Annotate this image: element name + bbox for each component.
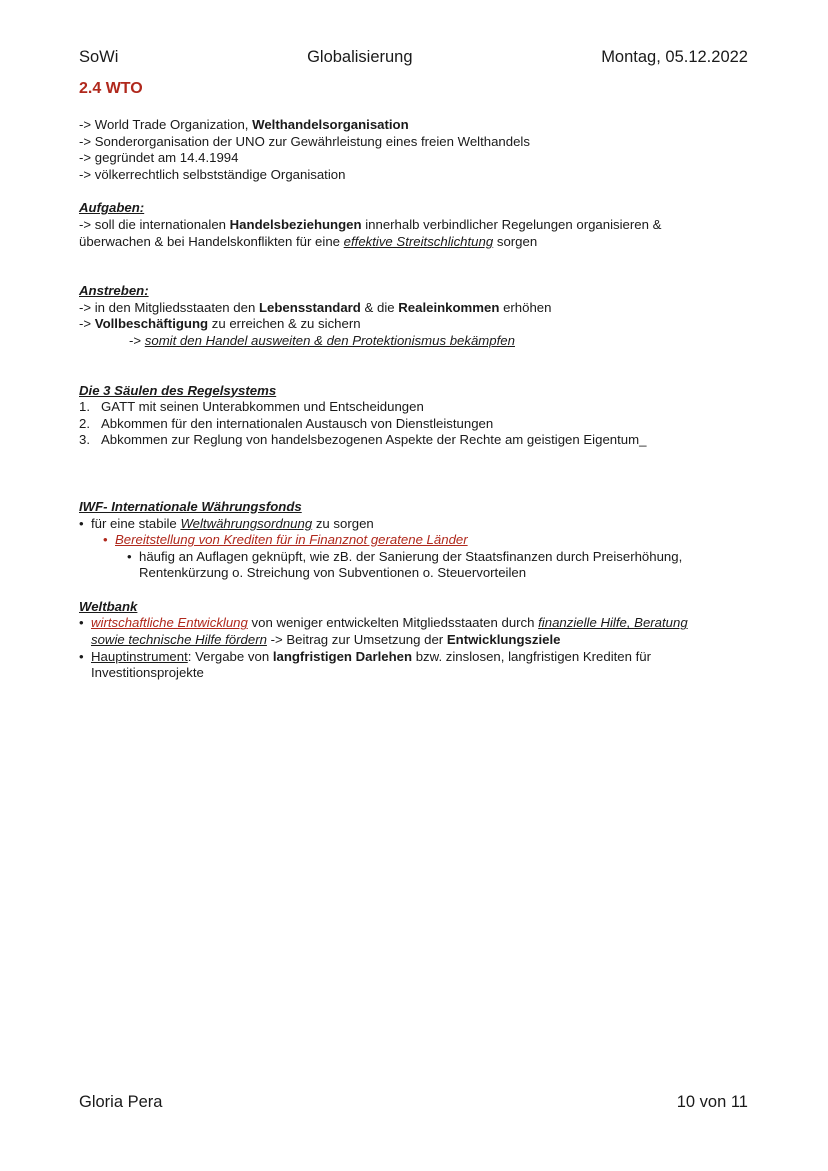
bullet-icon: • — [79, 615, 84, 631]
saeulen-heading: Die 3 Säulen des Regelsystems — [79, 382, 277, 398]
document-body — [79, 79, 749, 682]
bullet-icon: • — [127, 548, 132, 564]
aufgaben-text: -> soll die internationalen Handelsbeziehungen innerhalb verbindlicher Regelungen organisieren & — [79, 216, 662, 232]
iwf-heading: IWF- Internationale Währungsfonds — [79, 498, 302, 514]
header-subject: SoWi — [79, 48, 119, 66]
list-item: • wirtschaftliche Entwicklung von weniger entwickelten Mitgliedsstaaten durch finanzielle Hilfe, Beratung sowie technische Hilfe fördern -> Beitrag zur Umsetzung der Entwicklungsziele — [79, 615, 688, 648]
weltbank-heading: Weltbank — [79, 598, 138, 614]
anstreben-line: -> Vollbeschäftigung zu erreichen & zu sichern — [79, 316, 361, 332]
anstreben-block — [79, 283, 749, 349]
list-item: • Bereitstellung von Krediten für in Finanznot geratene Länder — [103, 532, 468, 548]
iwf-block — [79, 499, 749, 582]
aufgaben-heading: Aufgaben: — [79, 200, 145, 216]
anstreben-line: -> somit den Handel ausweiten & den Protektionismus bekämpfen — [129, 332, 515, 348]
bullet-icon: • — [79, 648, 84, 664]
aufgaben-block — [79, 200, 749, 250]
intro-line: -> völkerrechtlich selbstständige Organisation — [79, 166, 346, 182]
list-item: 2. Abkommen für den internationalen Austausch von Dienstleistungen — [79, 415, 494, 431]
saeulen-block — [79, 383, 749, 449]
weltbank-block — [79, 599, 749, 682]
list-item: 3. Abkommen zur Reglung von handelsbezogenen Aspekte der Rechte am geistigen Eigentum_ — [79, 432, 647, 448]
list-item: • häufig an Auflagen geknüpft, wie zB. der Sanierung der Staatsfinanzen durch Preiserhöhung, Rentenkürzung o. Streichung von Subventionen o. Steuervorteilen — [127, 548, 683, 581]
intro-line: -> World Trade Organization, Welthandelsorganisation — [79, 117, 409, 132]
header-topic: Globalisierung — [307, 48, 413, 66]
anstreben-line: -> in den Mitgliedsstaaten den Lebensstandard & die Realeinkommen erhöhen — [79, 299, 552, 315]
list-item: • Hauptinstrument: Vergabe von langfristigen Darlehen bzw. zinslosen, langfristigen Krediten für Investitionsprojekte — [79, 648, 652, 681]
page-header — [79, 48, 748, 67]
bullet-icon: • — [103, 532, 108, 548]
intro-line: -> Sonderorganisation der UNO zur Gewährleistung eines freien Welthandels — [79, 133, 530, 149]
list-item: 1. GATT mit seinen Unterabkommen und Entscheidungen — [79, 399, 424, 415]
page-footer — [79, 1093, 748, 1112]
bullet-icon: • — [79, 515, 84, 531]
footer-author: Gloria Pera — [79, 1093, 163, 1111]
anstreben-heading: Anstreben: — [79, 283, 149, 299]
intro-line: -> gegründet am 14.4.1994 — [79, 150, 239, 166]
intro-block — [79, 117, 749, 183]
footer-page-number: 10 von 11 — [676, 1093, 748, 1111]
header-date: Montag, 05.12.2022 — [601, 48, 748, 66]
aufgaben-text: überwachen & bei Handelskonflikten für eine effektive Streitschlichtung sorgen — [79, 233, 538, 249]
list-item: • für eine stabile Weltwährungsordnung zu sorgen — [79, 515, 374, 531]
section-title: 2.4 WTO — [79, 80, 143, 97]
